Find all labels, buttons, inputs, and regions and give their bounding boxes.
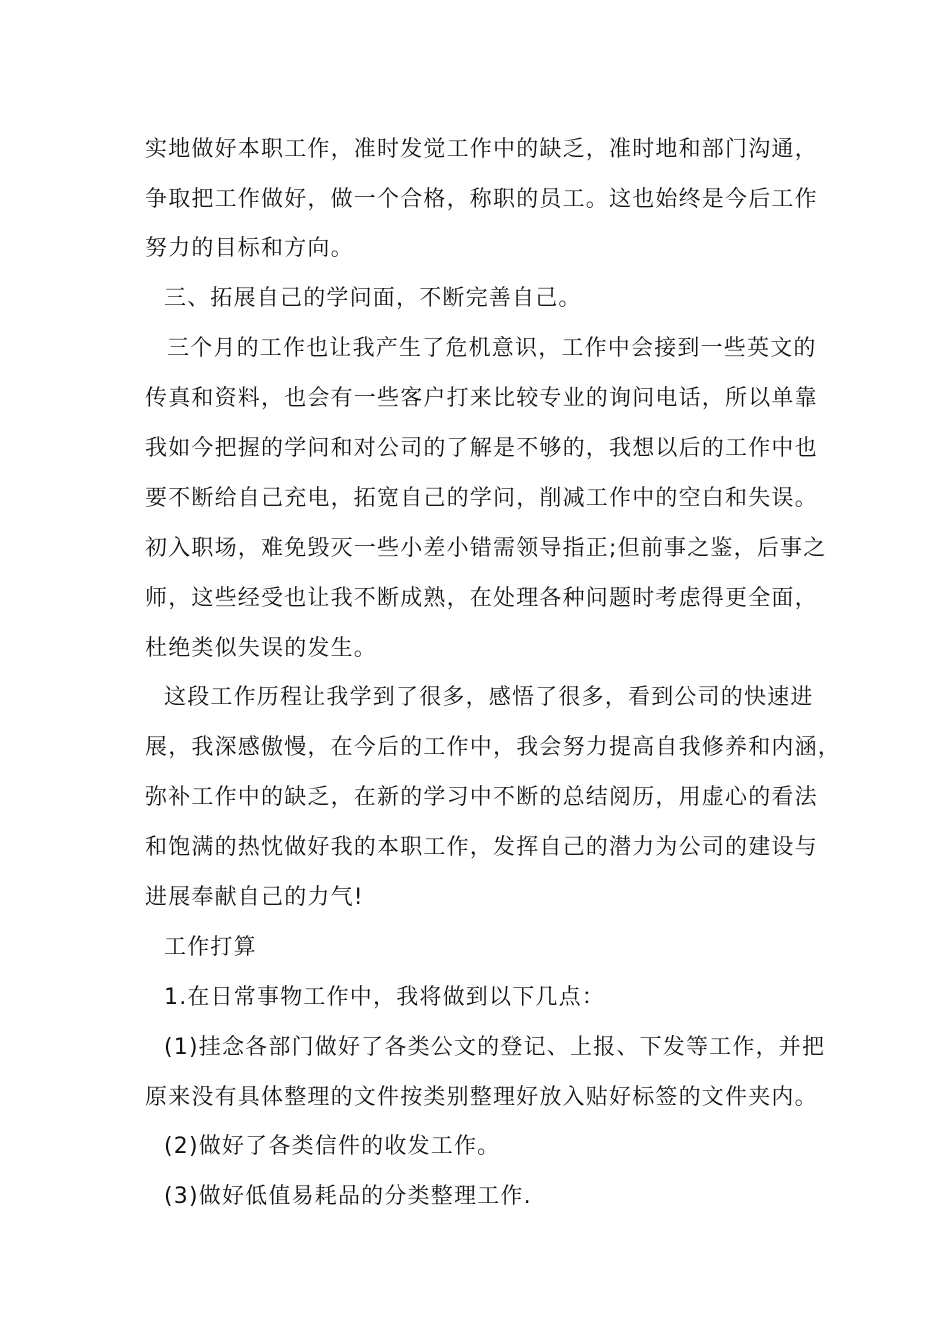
section-heading: 工作打算 <box>164 935 257 960</box>
list-item: (2)做好了各类信件的收发工作。 <box>164 1134 501 1159</box>
text-line: 实地做好本职工作，准时发觉工作中的缺乏，准时地和部门沟通， <box>145 137 818 162</box>
text-line: 弥补工作中的缺乏，在新的学习中不断的总结阅历，用虚心的看法 <box>145 785 818 810</box>
list-item: (3)做好低值易耗品的分类整理工作. <box>164 1184 532 1209</box>
list-item: (1)挂念各部门做好了各类公文的登记、上报、下发等工作，并把 <box>164 1035 826 1060</box>
paragraph-start: 三个月的工作也让我产生了危机意识，工作中会接到一些英文的 <box>167 336 817 361</box>
text-line: 我如今把握的学问和对公司的了解是不够的，我想以后的工作中也 <box>145 436 818 461</box>
text-line: 师，这些经受也让我不断成熟，在处理各种问题时考虑得更全面， <box>145 586 818 611</box>
text-line: 展，我深感傲慢，在今后的工作中，我会努力提高自我修养和内涵， <box>145 735 842 760</box>
text-line: 杜绝类似失误的发生。 <box>145 636 378 661</box>
text-line: 要不断给自己充电，拓宽自己的学问，削减工作中的空白和失误。 <box>145 486 818 511</box>
text-line: 进展奉献自己的力气! <box>145 885 364 910</box>
text-line: 和饱满的热忱做好我的本职工作，发挥自己的潜力为公司的建设与 <box>145 835 818 860</box>
text-line: 初入职场，难免毁灭一些小差小错需领导指正;但前事之鉴，后事之 <box>145 536 827 561</box>
text-line: 努力的目标和方向。 <box>145 236 354 261</box>
section-heading: 三、拓展自己的学问面，不断完善自己。 <box>164 286 582 311</box>
list-item: 1.在日常事物工作中，我将做到以下几点： <box>164 985 605 1010</box>
text-line: 传真和资料，也会有一些客户打来比较专业的询问电话，所以单靠 <box>145 386 818 411</box>
paragraph-start: 这段工作历程让我学到了很多，感悟了很多，看到公司的快速进 <box>164 685 814 710</box>
text-line: 原来没有具体整理的文件按类别整理好放入贴好标签的文件夹内。 <box>145 1085 818 1110</box>
text-line: 争取把工作做好，做一个合格，称职的员工。这也始终是今后工作 <box>145 187 818 212</box>
